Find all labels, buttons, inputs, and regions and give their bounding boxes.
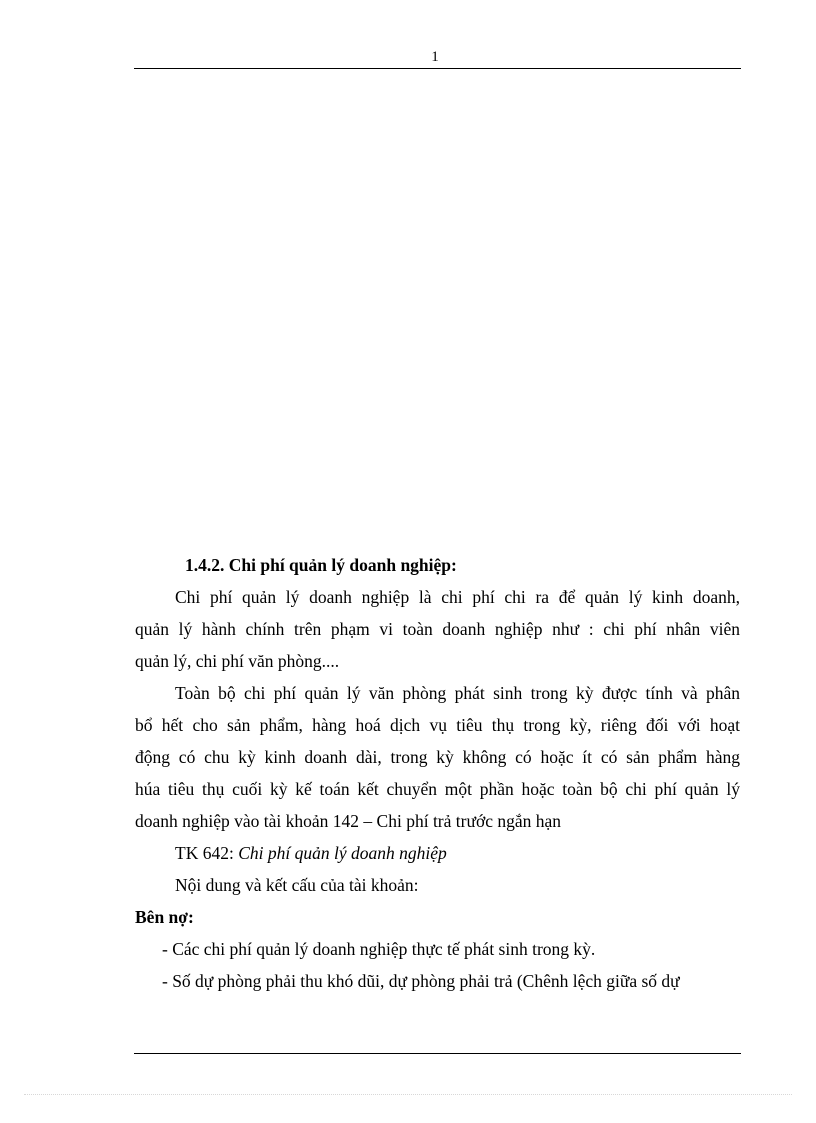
paragraph-line: bổ hết cho sản phẩm, hàng hoá dịch vụ tiêu thụ trong kỳ, riêng đối với hoạt: [135, 715, 740, 735]
section-heading: 1.4.2. Chi phí quản lý doanh nghiệp:: [185, 555, 457, 575]
paragraph-line: Chi phí quản lý doanh nghiệp là chi phí chi ra để quản lý kinh doanh,: [175, 587, 740, 607]
footer-rule: [134, 1053, 741, 1054]
debit-item: - Số dự phòng phải thu khó dũi, dự phòng phải trả (Chênh lệch giữa số dự: [162, 971, 680, 991]
header-rule: [134, 68, 741, 69]
content-intro: Nội dung và kết cấu của tài khoản:: [175, 875, 419, 895]
page-number: 1: [431, 49, 439, 65]
debit-item: - Các chi phí quản lý doanh nghiệp thực tế phát sinh trong kỳ.: [162, 939, 596, 959]
account-line: [135, 837, 740, 869]
paragraph-line: húa tiêu thụ cuối kỳ kế toán kết chuyển một phần hoặc toàn bộ chi phí quản lý: [135, 779, 740, 799]
account-code: TK 642:: [175, 843, 234, 863]
paragraph-line: động có chu kỳ kinh doanh dài, trong kỳ không có hoặc ít có sản phẩm hàng: [135, 747, 740, 767]
debit-heading: Bên nợ:: [135, 907, 194, 927]
account-name: Chi phí quản lý doanh nghiệp: [238, 843, 447, 863]
paragraph-line: quản lý, chi phí văn phòng....: [135, 651, 340, 671]
paragraph-line: Toàn bộ chi phí quản lý văn phòng phát sinh trong kỳ được tính và phân: [175, 683, 740, 703]
paragraph-line: quản lý hành chính trên phạm vi toàn doanh nghiệp như : chi phí nhân viên: [135, 619, 740, 639]
paragraph-line: doanh nghiệp vào tài khoản 142 – Chi phí trả trước ngắn hạn: [135, 811, 562, 831]
page-edge-divider: [24, 1094, 792, 1095]
document-body: [135, 549, 740, 997]
